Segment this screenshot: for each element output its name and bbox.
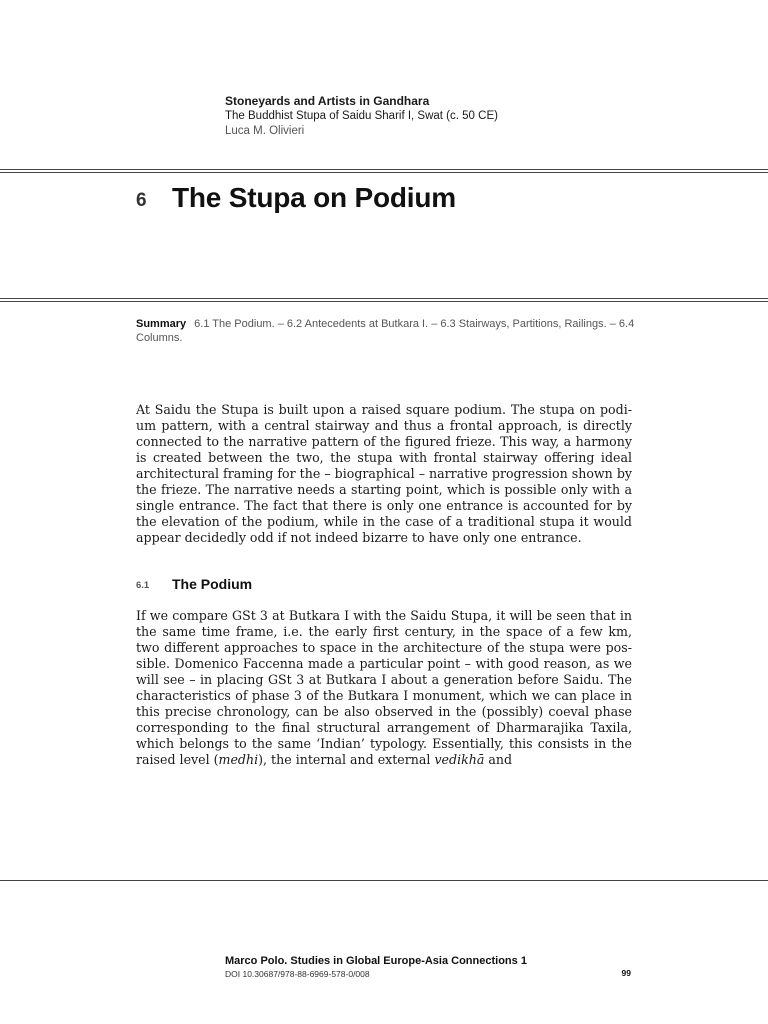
section-title: The Podium <box>172 576 253 592</box>
chapter-title: The Stupa on Podium <box>172 182 456 213</box>
summary-text: 6.1 The Podium. – 6.2 Antecedents at Butkara I. – 6.3 Stairways, Partitions, Railings. – 6.4 Columns. <box>136 318 635 344</box>
book-title: Stoneyards and Artists in Gandhara <box>225 94 430 108</box>
section-paragraph-text-c: and <box>484 752 513 767</box>
header-divider <box>0 169 768 173</box>
chapter-divider <box>0 298 768 302</box>
book-subtitle: The Buddhist Stupa of Saidu Sharif I, Swat (c. 50 CE) <box>225 110 498 122</box>
footer-doi: DOI 10.30687/978-88-6969-578-0/008 <box>225 969 370 979</box>
footer-divider <box>0 880 768 881</box>
book-author: Luca M. Olivieri <box>225 125 305 137</box>
running-header <box>225 94 645 139</box>
chapter-summary <box>136 317 636 345</box>
summary-label: Summary <box>136 318 187 330</box>
chapter-number: 6 <box>136 190 147 211</box>
section-paragraph-text-b: ), the internal and external <box>258 752 435 767</box>
section-number: 6.1 <box>136 580 150 591</box>
footer-journal-title: Marco Polo. Studies in Global Europe-Asia Connections 1 <box>225 955 527 967</box>
section-paragraph <box>136 608 632 768</box>
term-medhi: medhi <box>218 752 259 767</box>
page-number: 99 <box>621 968 631 978</box>
term-vedikha: vedikhā <box>434 752 485 767</box>
section-paragraph-text-a: If we compare GSt 3 at Butkara I with the Saidu Stupa, it will be seen that in the same time frame, i.e. the early first century, in the space of a few km, two different approaches to space in the architecture of the stupa were possible. Domenico Faccenna made a particular point – with good reason, as we will see – in placing GSt 3 at Butkara I about a generation before Saidu. The characteristics of phase 3 of the Butkara I monument, which we can place in this precise chronology, can be also observed in the (possibly) coeval phase corresponding to the final structural arrangement of Dharmarajika Taxila, which belongs to the same ‘Indian’ typology. Essentially, this consists in the raised level ( <box>136 608 632 767</box>
intro-paragraph: At Saidu the Stupa is built upon a raised square podium. The stupa on podium pattern, with a central stairway and thus a frontal approach, is directly connected to the narrative pattern of the figured frieze. This way, a harmony is created between the two, the stupa with frontal stairway offering ideal architectural framing for the – biographical – narrative progression shown by the frieze. The narrative needs a starting point, which is possible only with a single entrance. The fact that there is only one entrance is accounted for by the elevation of the podium, while in the case of a traditional stupa it would appear decidedly odd if not indeed bizarre to have only one entrance. <box>136 402 632 545</box>
